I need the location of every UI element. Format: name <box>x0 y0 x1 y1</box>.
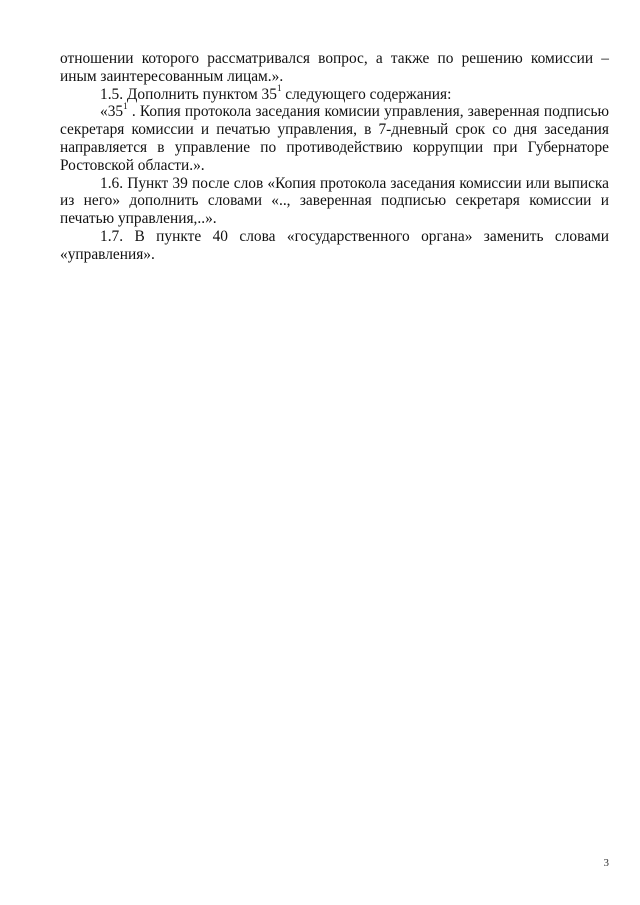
paragraph-continuation: отношении которого рассматривался вопрос, а также по решению комиссии – иным заинтересованным лицам.». <box>60 50 609 85</box>
paragraph-text: . Копия протокола заседания комисии управления, заверенная подписью секретаря комиссии и печатью управления, в 7-дневный срок со дня заседания направляется в управление по противодействию коррупции при Губернаторе Ростовской области.». <box>60 103 609 174</box>
paragraph-item-1-5 <box>60 83 609 104</box>
paragraph-item-1-7: 1.7. В пункте 40 слова «государственного органа» заменить словами «управления». <box>60 227 609 263</box>
page-number: 3 <box>603 857 609 869</box>
superscript: 1 <box>123 101 128 112</box>
superscript: 1 <box>276 83 282 94</box>
paragraph-item-35-1 <box>60 103 609 174</box>
paragraph-item-1-6: 1.6. Пункт 39 после слов «Копия протокола заседания комиссии или выписка из него» дополнить словами «.., заверенная подписью секретаря комиссии и печатью управления,..». <box>60 174 609 228</box>
paragraph-text: следующего содержания: <box>281 85 452 103</box>
document-page <box>60 50 609 264</box>
paragraph-text: 1.5. Дополнить пунктом 35 <box>100 85 277 103</box>
paragraph-text: «35 <box>100 103 124 121</box>
